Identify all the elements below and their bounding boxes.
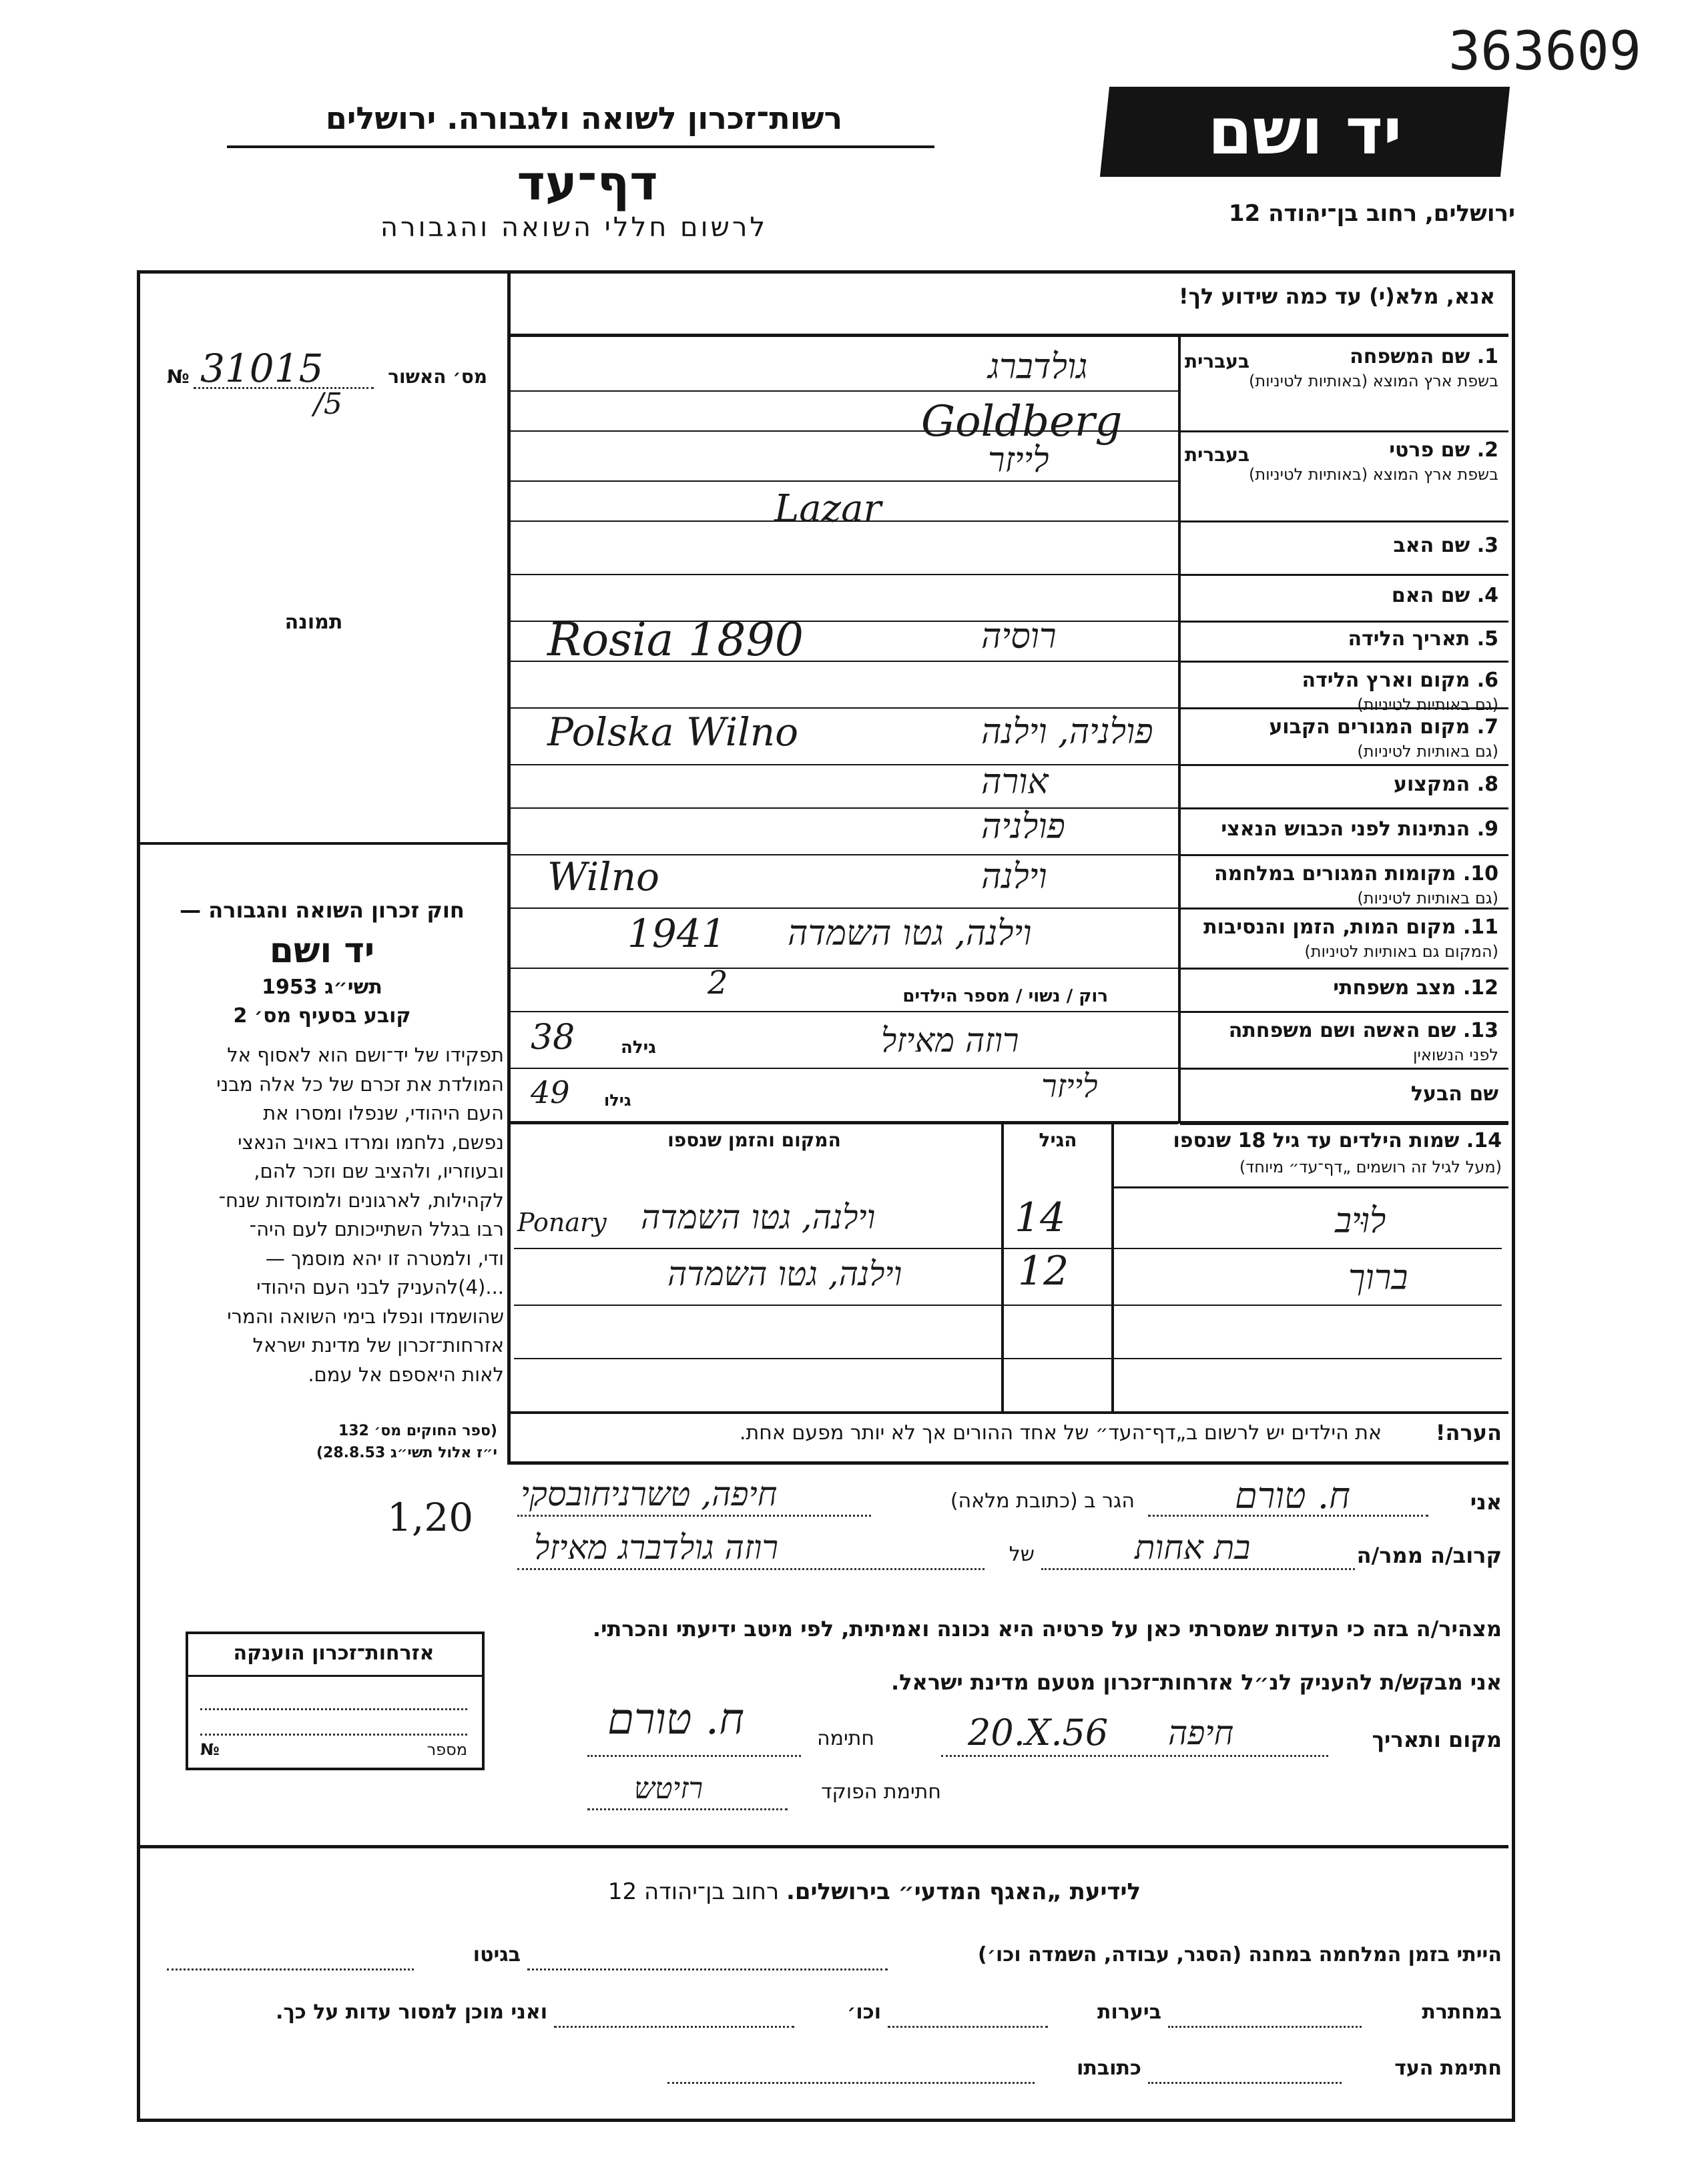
field-label: שם הבעל bbox=[1410, 1082, 1498, 1106]
field-hebrew-value: אורה bbox=[981, 761, 1049, 802]
field-value: 1941 bbox=[627, 911, 726, 956]
children-count: 2 bbox=[708, 964, 728, 1002]
declaration-of-label: של bbox=[1009, 1543, 1035, 1566]
field-value: Polska Wilno bbox=[547, 709, 799, 755]
law-line: רבו בגלל השתייכותם לעם היה־ bbox=[249, 1218, 504, 1240]
field-label: 11. מקום המות, הזמן והנסיבות bbox=[1203, 916, 1498, 939]
field-value: Rosia 1890 bbox=[547, 614, 804, 667]
footer-line1-blank bbox=[527, 1968, 888, 1970]
field-label: 12. מצב משפחתי bbox=[1333, 976, 1498, 1000]
field-label: 13. שם האשה ושם משפחתה bbox=[1228, 1019, 1498, 1042]
wife-name: רוזה מאיזל bbox=[881, 1021, 1019, 1060]
child-name: ברוך bbox=[1348, 1258, 1408, 1298]
citizenship-number-label: מספר bbox=[427, 1740, 467, 1759]
husband-age-label: גילו bbox=[604, 1091, 631, 1110]
field-label: 9. הנתינות לפני הכבוש הנאצי bbox=[1221, 817, 1498, 841]
children-top-border bbox=[507, 1121, 1508, 1124]
footer-line1-end: בגיטו bbox=[473, 1943, 521, 1966]
field-row-divider bbox=[1180, 907, 1508, 909]
field-label: 1. שם המשפחה bbox=[1350, 345, 1498, 368]
footer-title-row bbox=[507, 1878, 1241, 1905]
child-row-divider bbox=[514, 1248, 1502, 1249]
field-sub-label: (גם באותיות לטיניות) bbox=[1357, 889, 1498, 907]
citizenship-line bbox=[200, 1734, 467, 1736]
declaration-relative-line bbox=[1041, 1568, 1355, 1570]
field-row-divider bbox=[1180, 661, 1508, 663]
child-row-divider bbox=[514, 1358, 1502, 1359]
value-row-divider bbox=[511, 968, 1178, 969]
field-row-divider bbox=[1180, 574, 1508, 576]
citizenship-line bbox=[200, 1708, 467, 1710]
law-clause: קובע בסעיף מס׳ 2 bbox=[233, 1004, 411, 1028]
field-row-divider bbox=[1180, 621, 1508, 623]
footer-title: לידיעת „האגף המדעי״ בירושלים. bbox=[786, 1878, 1141, 1905]
officer-label: חתימת הפוקד bbox=[821, 1780, 941, 1804]
place-value: חיפה bbox=[1168, 1714, 1234, 1752]
citizenship-title: אזרחות־זכרון הוענקה bbox=[233, 1642, 435, 1665]
field-sub-label: בשפת ארץ המוצא (באותיות לטיניות) bbox=[1249, 372, 1498, 390]
field-hebrew-value: רוסיה bbox=[981, 617, 1057, 657]
field-sub-label: לפני הנשואין bbox=[1412, 1046, 1498, 1064]
children-age-header: הגיל bbox=[1039, 1129, 1077, 1151]
field-hebrew-value: לייזר bbox=[988, 440, 1049, 480]
record-number: 363609 bbox=[1448, 20, 1641, 82]
field-row-divider bbox=[1180, 1011, 1508, 1013]
signature-value: ח. טורם bbox=[607, 1695, 744, 1744]
label-column-border bbox=[1178, 334, 1181, 1123]
children-header-bottom bbox=[1111, 1186, 1508, 1188]
declaration-residing-line bbox=[517, 1515, 871, 1517]
child-row-divider bbox=[514, 1305, 1502, 1306]
law-line: ובעוזריו, ולהציב שם וזכר להם, bbox=[254, 1160, 504, 1182]
approval-suffix: /5 bbox=[314, 387, 342, 421]
footer-line2-end: ואני מוכן למסור עדות על כך. bbox=[276, 2000, 547, 2024]
law-line: אזרחות־זכרון של מדינת ישראל bbox=[252, 1334, 504, 1357]
declaration-residing-value: חיפה, טשרניחובסקי bbox=[521, 1475, 778, 1513]
child-name: לוּיב bbox=[1335, 1201, 1386, 1241]
law-source-1: (ספר החוקים מס׳ 132 bbox=[338, 1423, 497, 1439]
field-row-divider bbox=[1180, 764, 1508, 766]
declaration-relative-label: קרוב/ה ממר/ה bbox=[1356, 1543, 1502, 1568]
child-place: וילנה, גטו השמדה bbox=[667, 1254, 902, 1293]
field-label: 7. מקום המגורים הקבוע bbox=[1269, 715, 1498, 739]
logo-text: יד ושם bbox=[1207, 94, 1402, 169]
field-sub-label: בשפת ארץ המוצא (באותיות לטיניות) bbox=[1249, 465, 1498, 484]
footer-line3-a: חתימת העד bbox=[1394, 2057, 1502, 2080]
field-sub-label: (גם באותיות לטיניות) bbox=[1357, 695, 1498, 714]
field-hebrew-value: וילנה bbox=[981, 857, 1047, 897]
field-row-divider bbox=[1180, 430, 1508, 432]
latin-split-divider bbox=[511, 390, 1178, 392]
header-underline bbox=[227, 145, 934, 148]
declaration-relative-value: בת אחות bbox=[1135, 1528, 1251, 1567]
date-value: 20.X.56 bbox=[968, 1712, 1109, 1754]
declaration-residing-label: הגר ב (כתובת מלאה) bbox=[950, 1489, 1135, 1513]
field-row-divider bbox=[1180, 520, 1508, 522]
note-label: הערה! bbox=[1435, 1420, 1502, 1445]
law-year-row bbox=[144, 976, 501, 999]
child-place-latin: Ponary bbox=[517, 1208, 607, 1237]
law-line: נפשם, נלחמו ומרדו באויב הנאצי bbox=[238, 1130, 504, 1154]
value-row-divider bbox=[511, 764, 1178, 765]
footer-line2-a: במחתרת bbox=[1422, 2000, 1502, 2024]
field-row-divider bbox=[1180, 1068, 1508, 1070]
wife-age: 38 bbox=[531, 1018, 575, 1058]
law-name: יד ושם bbox=[269, 931, 375, 971]
field-label: 2. שם פרטי bbox=[1389, 438, 1498, 462]
value-row-divider bbox=[511, 907, 1178, 909]
field-row-divider bbox=[1180, 968, 1508, 970]
left-column-border bbox=[507, 274, 511, 1465]
husband-name: לייזר bbox=[1041, 1068, 1098, 1105]
address-header: ירושלים, רחוב בן־יהודה 12 bbox=[1228, 200, 1515, 227]
law-hebrew-year: תשי״ג bbox=[324, 976, 382, 999]
law-line: ...(4)להעניק לבני העם היהודי bbox=[256, 1276, 504, 1299]
law-line: לקהילות, לארגונים ולמוסדות שנח־ bbox=[218, 1188, 504, 1212]
footer-address: רחוב בן־יהודה 12 bbox=[607, 1878, 780, 1905]
field-value: Wilno bbox=[547, 854, 659, 899]
marital-options: רוק / נשוי / מספר הילדים bbox=[902, 986, 1108, 1006]
children-place-header: המקום והזמן שנספו bbox=[667, 1129, 841, 1151]
child-age: 14 bbox=[1015, 1194, 1066, 1241]
signature-label: חתימה bbox=[816, 1727, 874, 1750]
law-line: העם היהודי, שנפלו ומסרו את bbox=[263, 1102, 504, 1124]
value-row-divider bbox=[511, 807, 1178, 809]
footer-line3-blank-a bbox=[1148, 2082, 1342, 2084]
institution-name: רשות־זכרון לשואה ולגבורה. ירושלים bbox=[325, 100, 843, 136]
children-sub: (מעל לגיל זה רושמים „דף־עד״ מיוחד) bbox=[1239, 1158, 1502, 1176]
field-language-label: בעברית bbox=[1185, 350, 1250, 372]
form-subtitle: לרשום חללי השואה והגבורה bbox=[380, 212, 768, 243]
declaration-request: אני מבקש/ת להעניק לנ״ל אזרחות־זכרון מטעם מדינת ישראל. bbox=[891, 1670, 1502, 1695]
footer-line2-blank-c bbox=[554, 2026, 794, 2028]
field-latin-value: Goldberg bbox=[921, 397, 1123, 446]
footer-line3-blank-b bbox=[667, 2082, 1035, 2084]
citizenship-title-divider bbox=[188, 1675, 482, 1677]
law-line: תפקידו של יד־ושם הוא לאסוף אל bbox=[227, 1044, 504, 1066]
field-label: 8. המקצוע bbox=[1394, 772, 1498, 796]
approval-number-line bbox=[194, 387, 374, 389]
declaration-i-line bbox=[1148, 1515, 1428, 1517]
place-date-label: מקום ותאריך bbox=[1372, 1727, 1502, 1752]
intro-text: אנא, מלא(י) עד כמה שידוע לך! bbox=[1178, 284, 1495, 309]
law-title: חוק זכרון השואה והגבורה — bbox=[180, 897, 465, 923]
footer-line2-b: ביערות bbox=[1097, 2000, 1161, 2024]
field-language-label: בעברית bbox=[1185, 444, 1250, 466]
field-row-divider bbox=[1180, 807, 1508, 809]
field-hebrew-value: פולניה, וילנה bbox=[981, 711, 1153, 752]
footer-line1-blank-2 bbox=[167, 1968, 414, 1970]
form-title: דף־עד bbox=[517, 155, 658, 211]
note-text: את הילדים יש לרשום ב„דף־העד״ של אחד ההורים אך לא יותר מפעם אחת. bbox=[740, 1421, 1382, 1445]
declaration-of-value: רוזה גולדברג מאיזל bbox=[534, 1528, 779, 1567]
law-source-2: י״ז אלול תשי״ג 28.8.53) bbox=[316, 1445, 497, 1461]
field-row-divider bbox=[1180, 854, 1508, 856]
field-hebrew-value: גולדברג bbox=[988, 347, 1088, 387]
child-age: 12 bbox=[1018, 1248, 1069, 1295]
footer-line2-c: וכו׳ bbox=[847, 2000, 881, 2024]
children-header-divider bbox=[1111, 1123, 1114, 1413]
footer-top-border bbox=[140, 1845, 1508, 1848]
footer-line2-blank-a bbox=[1168, 2026, 1362, 2028]
value-row-divider bbox=[511, 574, 1178, 575]
declaration-of-line bbox=[517, 1568, 985, 1570]
intro-divider bbox=[507, 334, 1508, 337]
husband-age: 49 bbox=[531, 1074, 570, 1110]
declaration-statement: מצהיר/ה בזה כי העדות שמסרתי כאן על פרטיה היא נכונה ואמיתית, לפי מיטב ידיעתי והכרתי. bbox=[592, 1616, 1502, 1642]
child-place: וילנה, גטו השמדה bbox=[641, 1198, 876, 1236]
footer-line3-b: כתובתו bbox=[1077, 2057, 1141, 2080]
field-latin-value: Lazar bbox=[774, 487, 882, 530]
children-label: 14. שמות הילדים עד גיל 18 שנספו bbox=[1173, 1129, 1502, 1152]
law-line: לאות היאספם אל עמם. bbox=[308, 1363, 504, 1386]
margin-note: 1,20 bbox=[387, 1495, 474, 1540]
note-bottom-border bbox=[507, 1461, 1508, 1465]
field-label: 5. תאריך הלידה bbox=[1348, 627, 1498, 651]
citizenship-no-symbol: № bbox=[200, 1740, 220, 1759]
officer-signature: רזיטש bbox=[634, 1772, 704, 1806]
field-hebrew-value: וילנה, גטו השמדה bbox=[788, 914, 1032, 954]
value-row-divider bbox=[511, 1011, 1178, 1012]
field-label: 6. מקום וארץ הלידה bbox=[1302, 669, 1498, 692]
approval-number: 31015 bbox=[200, 346, 324, 391]
footer-line1: הייתי בזמן המלחמה במחנה (הסגר, עבודה, השמדה וכו׳) bbox=[978, 1943, 1502, 1966]
photo-divider bbox=[140, 842, 507, 845]
officer-line bbox=[587, 1808, 788, 1810]
field-label: 4. שם האם bbox=[1391, 584, 1498, 607]
field-label: 10. מקומות המגורים במלחמה bbox=[1214, 862, 1498, 885]
children-age-divider bbox=[1001, 1123, 1004, 1413]
yad-vashem-logo bbox=[1100, 87, 1510, 177]
field-label: 3. שם האב bbox=[1393, 534, 1498, 557]
law-line: המולדת את זכרם של כל אלה מבני bbox=[216, 1072, 504, 1096]
declaration-i-value: ח. טורם bbox=[1235, 1475, 1350, 1517]
latin-split-divider bbox=[511, 480, 1178, 482]
approval-no-symbol: № bbox=[167, 366, 190, 388]
photo-label: תמונה bbox=[284, 611, 343, 634]
wife-age-label: גילה bbox=[621, 1038, 656, 1058]
footer-line2-blank-b bbox=[888, 2026, 1048, 2028]
law-year: 1953 bbox=[262, 976, 318, 999]
signature-line bbox=[587, 1755, 801, 1757]
declaration-i-label: אני bbox=[1470, 1489, 1502, 1515]
law-line: שהושמדו ונפלו בימי השואה והמרי bbox=[227, 1305, 504, 1328]
note-top-border bbox=[507, 1411, 1508, 1414]
law-body bbox=[144, 1041, 504, 1389]
field-sub-label: (גם באותיות לטיניות) bbox=[1357, 742, 1498, 761]
place-date-line bbox=[941, 1755, 1328, 1757]
field-hebrew-value: פולניה bbox=[981, 807, 1065, 847]
approval-label: מס׳ האשור bbox=[388, 366, 487, 388]
field-sub-label: (המקום גם באותיות לטיניות) bbox=[1304, 942, 1498, 961]
law-line: ודי, ולמטרה זו יהא מוסמך — bbox=[265, 1246, 504, 1270]
